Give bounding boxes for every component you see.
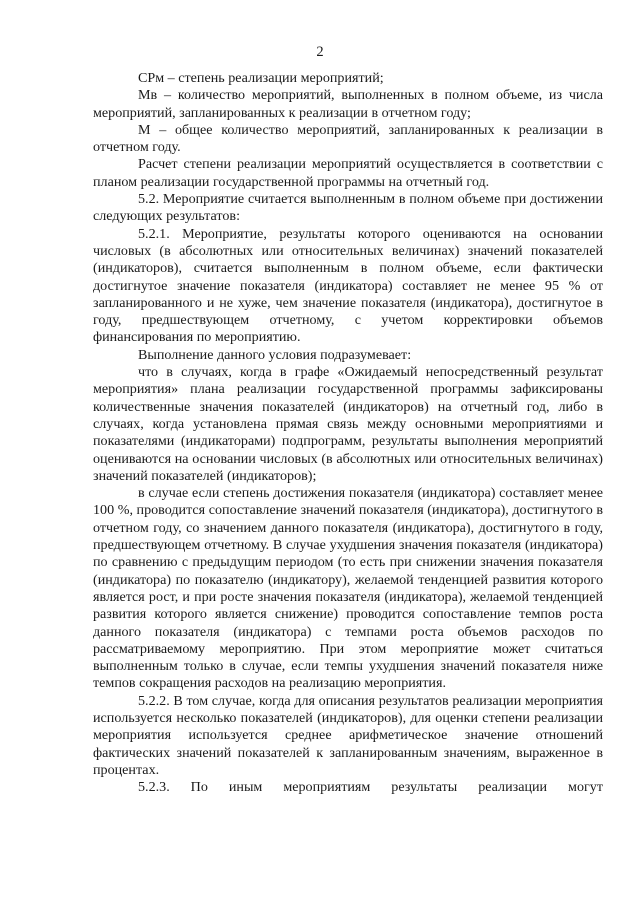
paragraph-5-2-2: 5.2.2. В том случае, когда для описания результатов реализации мероприятия используется несколько показателей (индикаторов), для оценки степени реализации мероприятия используется среднее арифметическое значение отношений фактических значений показателей к запланированным значениям, выраженное в процентах. — [93, 692, 603, 778]
paragraph-def-mv: Мв – количество мероприятий, выполненных в полном объеме, из числа мероприятий, запланированных к реализации в отчетном году; — [93, 87, 603, 121]
paragraph-cases: что в случаях, когда в графе «Ожидаемый непосредственный результат мероприятия» плана реализации государственной программы зафиксированы количественные значения показателей (индикаторов) на отчетный год, либо в случаях, когда установлена прямая связь между основными мероприятиями и показателями (индикаторами) подпрограмм, результаты выполнения мероприятий оцениваются на основании числовых (в абсолютных или относительных величинах) значений показателей (индикаторов); — [93, 364, 603, 484]
paragraph-calculation: Расчет степени реализации мероприятий осуществляется в соответствии с планом реализации государственной программы на отчетный год. — [93, 156, 603, 190]
paragraph-def-srm: СРм – степень реализации мероприятий; — [138, 70, 384, 86]
paragraph-5-2-1: 5.2.1. Мероприятие, результаты которого оцениваются на основании числовых (в абсолютных или относительных величинах) значений показателей (индикаторов), считается выполненным в полном объеме, если фактически достигнутое значение показателя (индикатора) составляет не менее 95 % от запланированного и не хуже, чем значение показателя (индикатора), достигнутое в году, предшествующем отчетному, с учетом корректировки объемов финансирования по мероприятию. — [93, 225, 603, 346]
paragraph-less-than-100: в случае если степень достижения показателя (индикатора) составляет менее 100 %, проводится сопоставление значений показателя (индикатора), достигнутого в отчетном году, со значением данного показателя (индикатора), достигнутого в году, предшествующем отчетному. В случае ухудшения значения показателя (индикатора) по сравнению с предыдущим периодом (то есть при снижении значения показателя (индикатора) по показателю (индикатору), желаемой тенденцией развития которого является рост, и при росте значения показателя (индикатора), желаемой тенденцией развития которого является снижение) проводится сопоставление темпов роста данного показателя (индикатора) с темпами роста объемов расходов по рассматриваемому мероприятию. При этом мероприятие может считаться выполненным только в случае, если темпы ухудшения значений показателя ниже темпов сокращения расходов на реализацию мероприятия. — [93, 485, 603, 692]
paragraph-5-2: 5.2. Мероприятие считается выполненным в полном объеме при достижении следующих результатов: — [93, 191, 603, 225]
paragraph-def-m: М – общее количество мероприятий, запланированных к реализации в отчетном году. — [93, 121, 603, 156]
paragraph-condition: Выполнение данного условия подразумевает: — [138, 346, 412, 363]
paragraph-5-2-3: 5.2.3. По иным мероприятиям результаты реализации могут — [138, 779, 603, 796]
body-text — [93, 70, 603, 796]
page-number: 2 — [316, 44, 324, 60]
